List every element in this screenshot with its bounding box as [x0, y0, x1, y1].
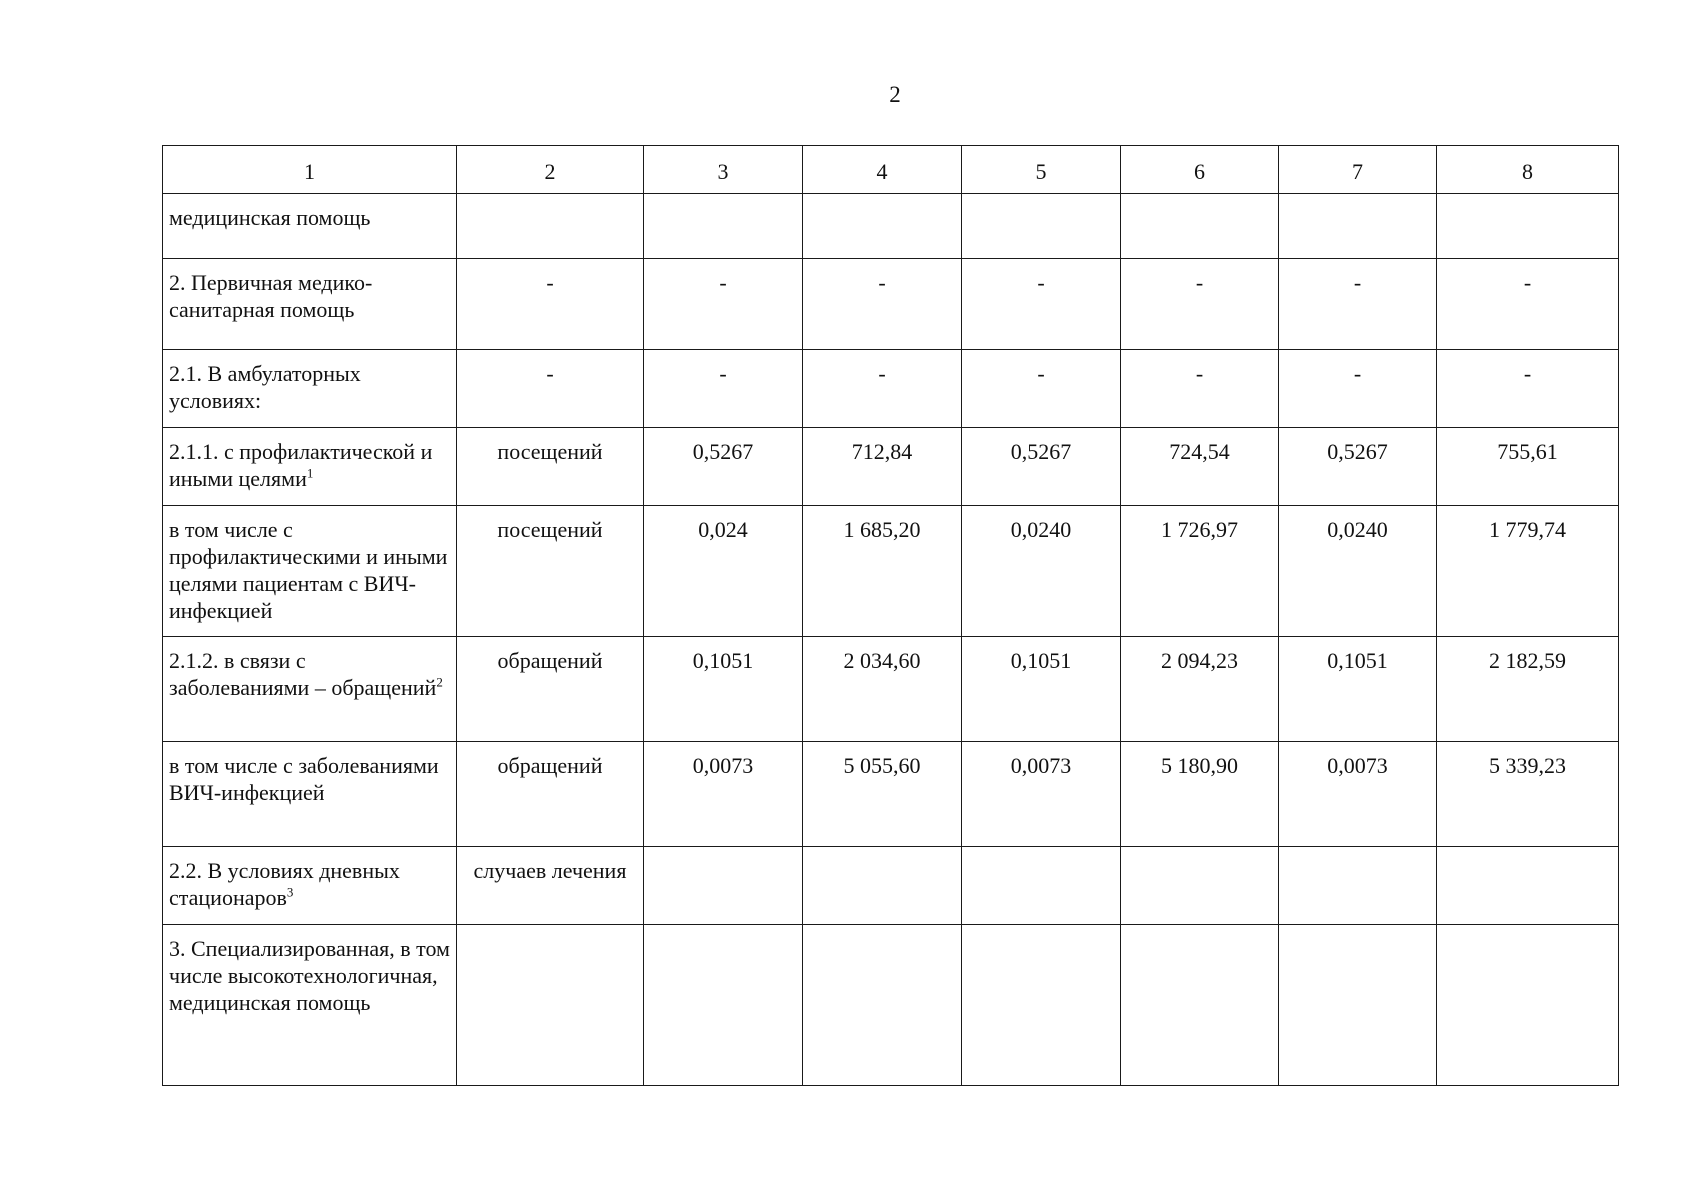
- value-cell: 5 339,23: [1437, 742, 1619, 847]
- value-cell: 0,0073: [962, 742, 1121, 847]
- row-label-cell: [163, 194, 457, 259]
- value-cell: -: [962, 259, 1121, 350]
- column-number: 4: [803, 146, 962, 194]
- column-number: 1: [163, 146, 457, 194]
- value-cell: -: [1121, 259, 1279, 350]
- row-label-cell: [163, 428, 457, 506]
- table-row: [163, 350, 1619, 428]
- value-cell: 1 726,97: [1121, 506, 1279, 637]
- footnote-marker: 3: [286, 884, 294, 900]
- row-label: в том числе с заболеваниями ВИЧ-инфекцией: [169, 753, 439, 805]
- column-number: 5: [962, 146, 1121, 194]
- value-cell: [803, 847, 962, 925]
- footnote-marker: 2: [436, 674, 443, 690]
- value-cell: [1121, 847, 1279, 925]
- row-label: 3. Специализированная, в том числе высокотехнологичная, медицинская помощь: [169, 936, 450, 1015]
- unit-cell: [457, 194, 644, 259]
- value-cell: 2 094,23: [1121, 637, 1279, 742]
- value-cell: 0,1051: [1279, 637, 1437, 742]
- unit-cell: посещений: [457, 428, 644, 506]
- row-label-cell: [163, 847, 457, 925]
- row-label: в том числе с профилактическими и иными целями пациентам с ВИЧ-инфекцией: [169, 517, 448, 623]
- table-row: [163, 428, 1619, 506]
- value-cell: [1279, 194, 1437, 259]
- value-cell: [1437, 194, 1619, 259]
- value-cell: 0,0240: [1279, 506, 1437, 637]
- table-row: [163, 925, 1619, 1086]
- table-row: [163, 742, 1619, 847]
- value-cell: [644, 194, 803, 259]
- value-cell: [962, 847, 1121, 925]
- value-cell: 724,54: [1121, 428, 1279, 506]
- value-cell: [962, 925, 1121, 1086]
- value-cell: [1279, 847, 1437, 925]
- value-cell: 0,0073: [1279, 742, 1437, 847]
- value-cell: 5 180,90: [1121, 742, 1279, 847]
- row-label-cell: [163, 742, 457, 847]
- unit-cell: случаев лечения: [457, 847, 644, 925]
- value-cell: 0,024: [644, 506, 803, 637]
- value-cell: 0,0073: [644, 742, 803, 847]
- value-cell: -: [644, 350, 803, 428]
- table-body: [163, 194, 1619, 1086]
- table-row: [163, 637, 1619, 742]
- unit-cell: -: [457, 350, 644, 428]
- column-number: 3: [644, 146, 803, 194]
- column-number: 7: [1279, 146, 1437, 194]
- value-cell: -: [803, 350, 962, 428]
- value-cell: 0,5267: [962, 428, 1121, 506]
- unit-cell: -: [457, 259, 644, 350]
- value-cell: -: [1437, 259, 1619, 350]
- value-cell: -: [1121, 350, 1279, 428]
- value-cell: [1121, 194, 1279, 259]
- value-cell: 1 779,74: [1437, 506, 1619, 637]
- value-cell: 2 182,59: [1437, 637, 1619, 742]
- row-label-cell: [163, 506, 457, 637]
- row-label: 2. Первичная медико-санитарная помощь: [169, 270, 373, 322]
- value-cell: 2 034,60: [803, 637, 962, 742]
- value-cell: [1437, 925, 1619, 1086]
- row-label-cell: [163, 925, 457, 1086]
- value-cell: 0,1051: [962, 637, 1121, 742]
- value-cell: -: [1437, 350, 1619, 428]
- table-row: [163, 259, 1619, 350]
- value-cell: -: [803, 259, 962, 350]
- row-label: 2.1.2. в связи с заболеваниями – обращений: [169, 648, 437, 700]
- value-cell: 712,84: [803, 428, 962, 506]
- row-label: 2.1.1. с профилактической и иными целями: [169, 439, 433, 491]
- value-cell: -: [1279, 259, 1437, 350]
- row-label-cell: [163, 350, 457, 428]
- column-number: 2: [457, 146, 644, 194]
- value-cell: 0,5267: [1279, 428, 1437, 506]
- column-number-row: [163, 146, 1619, 194]
- value-cell: [644, 925, 803, 1086]
- footnote-marker: 1: [306, 465, 314, 481]
- row-label-cell: [163, 637, 457, 742]
- row-label-cell: [163, 259, 457, 350]
- unit-cell: [457, 925, 644, 1086]
- value-cell: 755,61: [1437, 428, 1619, 506]
- value-cell: [803, 925, 962, 1086]
- table-row: [163, 847, 1619, 925]
- row-label: 2.2. В условиях дневных стационаров: [169, 858, 400, 910]
- value-cell: -: [962, 350, 1121, 428]
- value-cell: 0,0240: [962, 506, 1121, 637]
- value-cell: -: [644, 259, 803, 350]
- column-number: 8: [1437, 146, 1619, 194]
- value-cell: [644, 847, 803, 925]
- page-number: 2: [889, 82, 901, 107]
- table-row: [163, 194, 1619, 259]
- unit-cell: обращений: [457, 742, 644, 847]
- row-label: медицинская помощь: [169, 205, 371, 230]
- value-cell: [1279, 925, 1437, 1086]
- unit-cell: посещений: [457, 506, 644, 637]
- value-cell: [803, 194, 962, 259]
- unit-cell: обращений: [457, 637, 644, 742]
- row-label: 2.1. В амбулаторных условиях:: [169, 361, 361, 413]
- table-row: [163, 506, 1619, 637]
- value-cell: 1 685,20: [803, 506, 962, 637]
- value-cell: 5 055,60: [803, 742, 962, 847]
- value-cell: [1437, 847, 1619, 925]
- volume-cost-table: [162, 145, 1619, 1086]
- value-cell: [1121, 925, 1279, 1086]
- value-cell: -: [1279, 350, 1437, 428]
- value-cell: 0,1051: [644, 637, 803, 742]
- value-cell: 0,5267: [644, 428, 803, 506]
- column-number: 6: [1121, 146, 1279, 194]
- value-cell: [962, 194, 1121, 259]
